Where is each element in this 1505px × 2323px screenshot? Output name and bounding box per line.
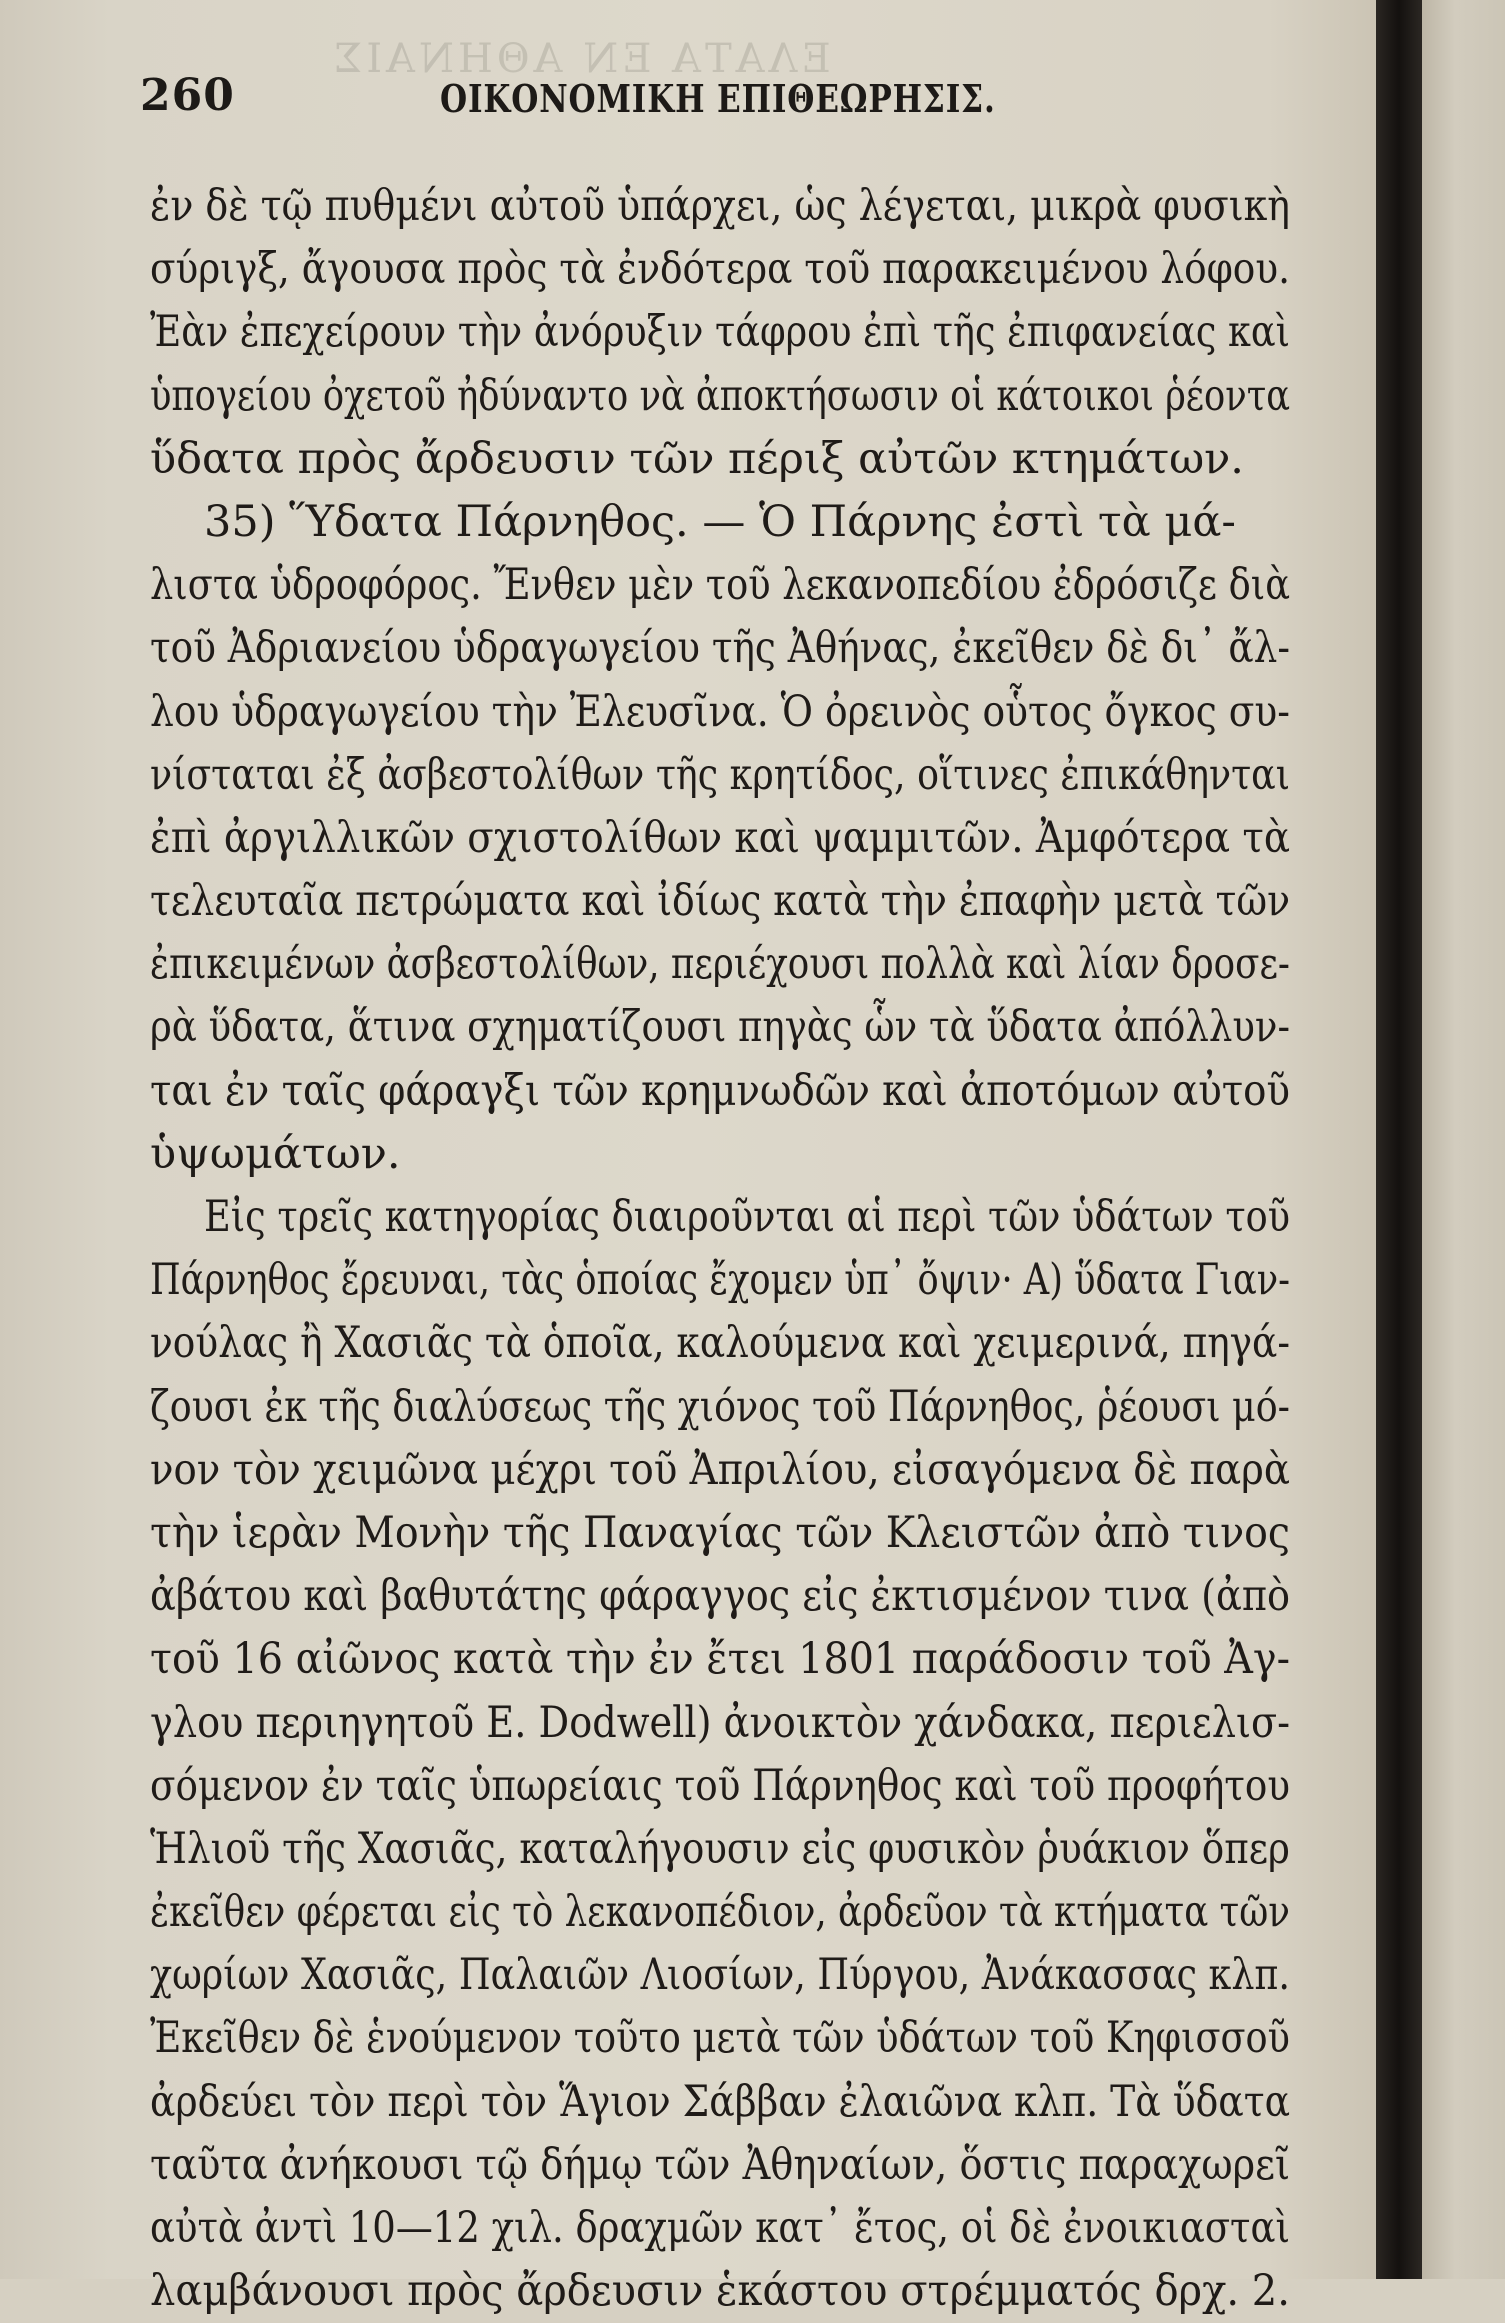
text-line: γλου περιηγητοῦ E. Dodwell) ἀνοικτὸν χάνδακα, περιελισ-	[150, 1697, 1291, 1748]
text-line: τοῦ Ἀδριανείου ὑδραγωγείου τῆς Ἀθήνας, ἐκεῖθεν δὲ δι᾽ ἄλ-	[150, 623, 1291, 674]
text-line: τοῦ 16 αἰῶνος κατὰ τὴν ἐν ἔτει 1801 παράδοσιν τοῦ Ἀγ-	[150, 1634, 1291, 1685]
text-line: αὐτὰ ἀντὶ 10—12 χιλ. δραχμῶν κατ᾽ ἔτος, οἱ δὲ ἐνοικιασταὶ	[150, 2203, 1290, 2253]
text-line: λιστα ὑδροφόρος. Ἔνθεν μὲν τοῦ λεκανοπεδίου ἐδρόσιζε διὰ	[150, 560, 1291, 611]
text-line: νούλας ἢ Χασιᾶς τὰ ὁποῖα, καλούμενα καὶ χειμερινά, πηγά-	[150, 1318, 1291, 1369]
text-line: ται ἐν ταῖς φάραγξι τῶν κρημνωδῶν καὶ ἀποτόμων αὐτοῦ	[150, 1065, 1290, 1116]
running-title: ΟΙΚΟΝΟΜΙΚΗ ΕΠΙΘΕΩΡΗΣΙΣ.	[440, 76, 996, 121]
text-line: τὴν ἱερὰν Μονὴν τῆς Παναγίας τῶν Κλειστῶν ἀπὸ τινος	[150, 1507, 1290, 1558]
text-line: ὕδατα πρὸς ἄρδευσιν τῶν πέριξ αὐτῶν κτημάτων.	[150, 433, 1244, 484]
text-line: χωρίων Χασιᾶς, Παλαιῶν Λιοσίων, Πύργου, Ἀνάκασσας κλπ.	[150, 1950, 1290, 2001]
facing-page-edge	[1422, 0, 1505, 2279]
text-line: λαμβάνουσι πρὸς ἄρδευσιν ἑκάστου στρέμματός δρχ. 2.	[150, 2266, 1290, 2317]
text-line: 35) Ὕδατα Πάρνηθος. — Ὁ Πάρνης ἐστὶ τὰ μά-	[204, 496, 1236, 547]
text-line: ταῦτα ἀνήκουσι τῷ δήμῳ τῶν Ἀθηναίων, ὅστις παραχωρεῖ	[150, 2139, 1291, 2190]
text-line: Πάρνηθος ἔρευναι, τὰς ὁποίας ἔχομεν ὑπ᾽ ὄψιν· Α) ὕδατα Γιαν-	[150, 1255, 1291, 1306]
text-line: σόμενον ἐν ταῖς ὑπωρείαις τοῦ Πάρνηθος καὶ τοῦ προφήτου	[150, 1760, 1291, 1811]
text-line: Ἐκεῖθεν δὲ ἑνούμενον τοῦτο μετὰ τῶν ὑδάτων τοῦ Κηφισσοῦ	[150, 2013, 1290, 2064]
text-line: τελευταῖα πετρώματα καὶ ἰδίως κατὰ τὴν ἐπαφὴν μετὰ τῶν	[150, 876, 1291, 927]
text-line: ἐν δὲ τῷ πυθμένι αὐτοῦ ὑπάρχει, ὡς λέγεται, μικρὰ φυσικὴ	[150, 181, 1290, 231]
text-line: ρὰ ὕδατα, ἅτινα σχηματίζουσι πηγὰς ὧν τὰ ὕδατα ἀπόλλυν-	[150, 1002, 1290, 1053]
text-line: νον τὸν χειμῶνα μέχρι τοῦ Ἀπριλίου, εἰσαγόμενα δὲ παρὰ	[150, 1444, 1290, 1495]
text-line: Εἰς τρεῖς κατηγορίας διαιροῦνται αἱ περὶ τῶν ὑδάτων τοῦ	[204, 1192, 1291, 1242]
text-line: ζουσι ἐκ τῆς διαλύσεως τῆς χιόνος τοῦ Πάρνηθος, ῥέουσι μό-	[150, 1381, 1290, 1432]
text-line: ἐπικειμένων ἀσβεστολίθων, περιέχουσι πολλὰ καὶ λίαν δροσε-	[150, 939, 1290, 990]
text-line: σύριγξ, ἄγουσα πρὸς τὰ ἐνδότερα τοῦ παρακειμένου λόφου.	[150, 244, 1290, 295]
text-line: Ἐὰν ἐπεχείρουν τὴν ἀνόρυξιν τάφρου ἐπὶ τῆς ἐπιφανείας καὶ	[150, 307, 1290, 358]
page-number: 260	[140, 70, 235, 121]
text-line: ὑπογείου ὀχετοῦ ἠδύναντο νὰ ἀποκτήσωσιν οἱ κάτοικοι ῥέοντα	[150, 370, 1291, 421]
text-line: ὑψωμάτων.	[150, 1128, 401, 1179]
book-gutter	[1376, 0, 1422, 2279]
text-line: λου ὑδραγωγείου τὴν Ἐλευσῖνα. Ὁ ὀρεινὸς οὗτος ὄγκος συ-	[150, 686, 1291, 737]
text-line: ἀρδεύει τὸν περὶ τὸν Ἅγιον Σάββαν ἐλαιῶνα κλπ. Τὰ ὕδατα	[150, 2076, 1291, 2127]
text-line: νίσταται ἐξ ἀσβεστολίθων τῆς κρητίδος, οἵτινες ἐπικάθηνται	[150, 749, 1290, 800]
text-line: ἀβάτου καὶ βαθυτάτης φάραγγος εἰς ἐκτισμένον τινα (ἀπὸ	[150, 1571, 1291, 1622]
body-text	[150, 175, 1290, 2323]
text-line: Ἡλιοῦ τῆς Χασιᾶς, καταλήγουσιν εἰς φυσικὸν ῥυάκιον ὅπερ	[150, 1823, 1290, 1874]
bleed-through-shadow: ΕΛΑΤΑ ΕΝ ΑΘΗΝΑΙΣ	[330, 36, 831, 82]
text-line: ἐκεῖθεν φέρεται εἰς τὸ λεκανοπέδιον, ἀρδεῦον τὰ κτήματα τῶν	[150, 1887, 1290, 1938]
page-header	[140, 62, 1290, 132]
text-line: ἐπὶ ἀργιλλικῶν σχιστολίθων καὶ ψαμμιτῶν. Ἀμφότερα τὰ	[150, 812, 1291, 863]
